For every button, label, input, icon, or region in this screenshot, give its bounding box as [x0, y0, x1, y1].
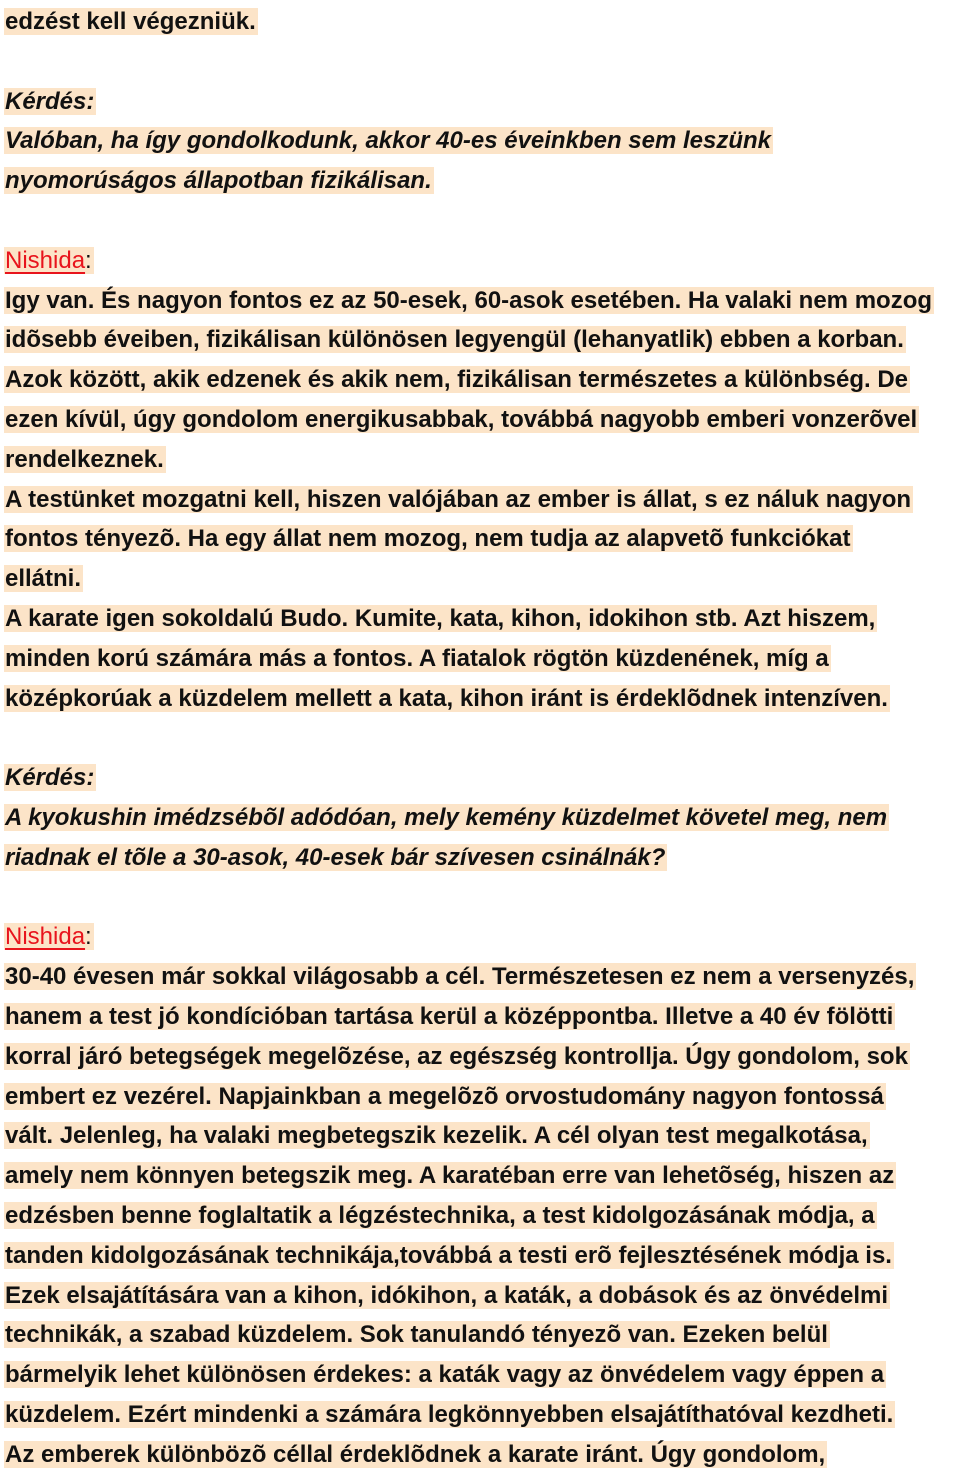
text-line [4, 679, 890, 719]
highlighted-text: edzésben benne foglaltatik a légzéstechnika, a test kidolgozásának módja, a [5, 1202, 875, 1229]
text-line [4, 360, 910, 400]
highlighted-text: ezen kívül, úgy gondolom energikusabbak, továbbá nagyobb emberi vonzerõvel [5, 406, 918, 433]
text-line [4, 1315, 830, 1355]
highlighted-text: riadnak el tõle a 30-asok, 40-esek bár szívesen csinálnák? [5, 843, 666, 871]
text-line [4, 1276, 890, 1316]
highlighted-text: tanden kidolgozásának technikája,továbbá a testi erõ fejlesztésének módja is. [5, 1241, 892, 1269]
text-line [4, 161, 434, 201]
speaker-name: Nishida [5, 246, 86, 274]
highlighted-text: Ezek elsajátítására van a kihon, idókihon, a katák, a dobások és az önvédelmi [5, 1281, 889, 1309]
highlighted-text: 30-40 évesen már sokkal világosabb a cél. Természetesen ez nem a versenyzés, [5, 963, 915, 991]
highlighted-text: fontos tényezõ. Ha egy állat nem mozog, nem tudja az alapvetõ funkciókat [5, 525, 851, 553]
text-line [4, 798, 889, 838]
text-line [4, 82, 96, 122]
highlighted-text: korral járó betegségek megelõzése, az egészség kontrollja. Úgy gondolom, sok [5, 1042, 908, 1070]
text-line [4, 400, 919, 440]
speaker-name: Nishida [5, 923, 86, 951]
highlighted-text: vált. Jelenleg, ha valaki megbetegszik kezelik. A cél olyan test megalkotása, [5, 1122, 868, 1150]
highlighted-text: hanem a test jó kondícióban tartása kerül a középpontba. Illetve a 40 év fölötti [5, 1003, 894, 1030]
text-line [4, 559, 83, 599]
highlighted-text: embert ez vezérel. Napjainkban a megelõzõ orvostudomány nagyon fontossá [5, 1082, 884, 1110]
highlighted-text: Az emberek különbözõ céllal érdeklõdnek a karate iránt. Úgy gondolom, [5, 1440, 826, 1468]
highlighted-text: ellátni. [5, 565, 82, 593]
text-line [4, 320, 906, 360]
text-line [4, 480, 913, 520]
text-line [4, 1037, 910, 1077]
text-line [4, 440, 166, 480]
highlighted-text: Igy van. És nagyon fontos ez az 50-esek, 60-asok esetében. Ha valaki nem mozog [5, 286, 933, 314]
text-line [4, 838, 667, 878]
highlighted-text: Kérdés: [5, 764, 95, 792]
speaker-label [4, 247, 94, 274]
text-line [4, 997, 895, 1037]
text-line [4, 1236, 894, 1276]
highlighted-text: idõsebb éveiben, fizikálisan különösen legyengül (lehanyatlik) ebben a korban. [5, 326, 904, 354]
highlighted-text: Valóban, ha így gondolkodunk, akkor 40-es éveinkben sem leszünk [5, 127, 772, 155]
highlighted-text: A karate igen sokoldalú Budo. Kumite, kata, kihon, idokihon stb. Azt hiszem, [5, 605, 876, 632]
speaker-colon: : [85, 246, 92, 274]
text-line [4, 957, 916, 997]
highlighted-text: Azok között, akik edzenek és akik nem, fizikálisan természetes a különbség. De [5, 366, 909, 394]
highlighted-text: minden korú számára más a fontos. A fiatalok rögtön küzdenének, míg a [5, 644, 829, 672]
highlighted-text: A testünket mozgatni kell, hiszen valójában az ember is állat, s ez náluk nagyon [5, 485, 912, 513]
text-line [4, 639, 831, 679]
text-line [4, 1116, 870, 1156]
speaker-colon: : [85, 923, 92, 951]
highlighted-text: rendelkeznek. [5, 445, 164, 473]
highlighted-text: középkorúak a küzdelem mellett a kata, kihon iránt is érdeklõdnek intenzíven. [5, 684, 888, 712]
text-line [4, 1196, 877, 1236]
text-line [4, 917, 94, 957]
highlighted-text: edzést kell végezniük. [5, 8, 256, 35]
highlighted-text: Kérdés: [5, 87, 95, 115]
text-line [4, 281, 934, 321]
speaker-label [4, 923, 94, 950]
text-line [4, 758, 96, 798]
text-line [4, 1156, 896, 1196]
text-line [4, 599, 877, 639]
text-line [4, 1395, 895, 1435]
highlighted-text: amely nem könnyen betegszik meg. A karatéban erre van lehetõség, hiszen az [5, 1162, 895, 1190]
highlighted-text: küzdelem. Ezért mindenki a számára legkönnyebben elsajátíthatóval kezdheti. [5, 1401, 894, 1428]
text-line [4, 1355, 886, 1395]
highlighted-text: nyomorúságos állapotban fizikálisan. [5, 167, 432, 195]
text-line [4, 519, 853, 559]
text-line [4, 241, 94, 281]
highlighted-text: A kyokushin imédzsébõl adódóan, mely kemény küzdelmet követel meg, nem [5, 804, 888, 831]
highlighted-text: bármelyik lehet különösen érdekes: a katák vagy az önvédelem vagy éppen a [5, 1361, 885, 1389]
text-line [4, 1435, 827, 1475]
text-line [4, 1077, 886, 1117]
highlighted-text: technikák, a szabad küzdelem. Sok tanulandó tényezõ van. Ezeken belül [5, 1321, 828, 1349]
text-line [4, 121, 773, 161]
text-line [4, 2, 258, 42]
